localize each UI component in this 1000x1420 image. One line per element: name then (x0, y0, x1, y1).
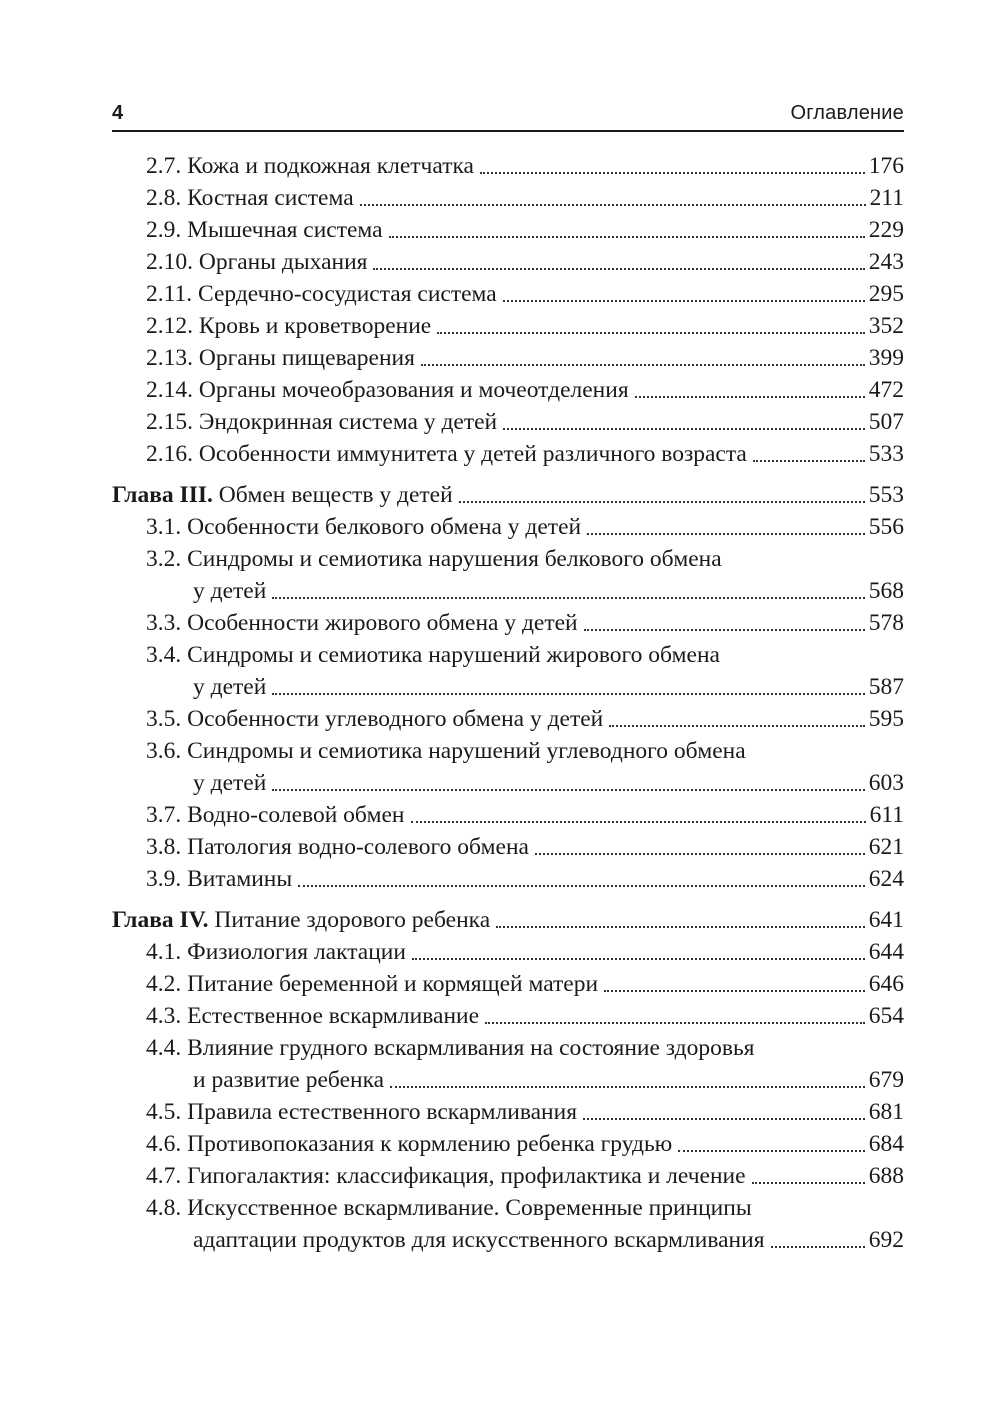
chapter-title (112, 479, 453, 511)
page-ref: 646 (868, 971, 904, 997)
dot-leader (485, 1021, 865, 1024)
toc-chapter-entry[interactable] (112, 479, 904, 511)
dot-leader (272, 788, 864, 791)
toc-section-entry[interactable] (112, 342, 904, 374)
section-title-line (146, 182, 354, 214)
toc-section-entry[interactable] (112, 214, 904, 246)
section-title: Особенности иммунитета у детей различного возраста (198, 441, 747, 467)
toc-section-entry[interactable] (112, 511, 904, 543)
section-number: 4.3. (146, 1003, 182, 1029)
section-title: Водно-солевой обмен (187, 802, 405, 828)
dot-leader (678, 1149, 865, 1152)
section-title: Гипогалактия: классификация, профилактика и лечение (187, 1163, 746, 1189)
section-title-line (146, 831, 529, 863)
section-title-cont: у детей (193, 674, 267, 700)
section-title: Сердечно-сосудистая система (198, 281, 497, 307)
page-ref: 654 (868, 1003, 904, 1029)
section-title-line (146, 1160, 746, 1192)
page-ref: 684 (868, 1131, 904, 1157)
page-number: 4 (112, 102, 124, 124)
dot-leader (535, 852, 865, 855)
toc-section-entry[interactable] (112, 1032, 904, 1096)
dot-leader (583, 1117, 865, 1120)
section-title-line (146, 150, 474, 182)
section-title-line (146, 607, 578, 639)
section-number: 3.7. (146, 802, 182, 828)
section-title: Кровь и кроветворение (198, 313, 432, 339)
section-number: 3.2. (146, 546, 182, 572)
page-ref: 507 (868, 409, 904, 435)
chapter-label: Глава III. (112, 482, 213, 508)
toc-section-entry[interactable] (112, 150, 904, 182)
section-title: Искусственное вскармливание. Современные принципы (187, 1195, 752, 1221)
section-title: Витамины (187, 866, 293, 892)
section-number: 3.8. (146, 834, 182, 860)
section-title: Правила естественного вскармливания (187, 1099, 578, 1125)
section-title-line (146, 703, 603, 735)
section-number: 3.6. (146, 738, 182, 764)
section-number: 4.7. (146, 1163, 182, 1189)
dot-leader (390, 1085, 865, 1088)
running-header (112, 100, 904, 132)
section-number: 4.5. (146, 1099, 182, 1125)
section-title: Физиология лактации (187, 939, 406, 965)
section-number: 4.1. (146, 939, 182, 965)
section-number: 2.15. (146, 409, 193, 435)
section-title: Эндокринная система у детей (198, 409, 498, 435)
dot-leader (771, 1245, 865, 1248)
toc-section-entry[interactable] (112, 936, 904, 968)
page-ref: 681 (868, 1099, 904, 1125)
section-title-continuation (146, 767, 904, 799)
toc-section-entry[interactable] (112, 968, 904, 1000)
section-number: 4.4. (146, 1035, 182, 1061)
section-title: Питание беременной и кормящей матери (187, 971, 599, 997)
section-number: 2.11. (146, 281, 193, 307)
toc-section-entry[interactable] (112, 703, 904, 735)
dot-leader (752, 1181, 865, 1184)
toc-section-entry[interactable] (112, 543, 904, 607)
page-ref: 688 (868, 1163, 904, 1189)
section-title-line (146, 936, 406, 968)
section-title-line (146, 310, 431, 342)
section-title-continuation (146, 1064, 904, 1096)
page-ref: 568 (868, 578, 904, 604)
dot-leader (437, 331, 865, 334)
chapter-label: Глава IV. (112, 907, 209, 933)
page-ref: 556 (868, 514, 904, 540)
section-title-continuation (146, 575, 904, 607)
page-ref: 553 (868, 482, 904, 508)
toc-section-entry[interactable] (112, 438, 904, 470)
chapter-title (112, 904, 490, 936)
dot-leader (412, 957, 865, 960)
section-title-line (146, 438, 747, 470)
toc-section-entry[interactable] (112, 1192, 904, 1256)
dot-leader (459, 500, 865, 503)
section-title-cont: у детей (193, 770, 267, 796)
dot-leader (480, 171, 865, 174)
section-number: 2.13. (146, 345, 193, 371)
dot-leader (609, 724, 864, 727)
dot-leader (298, 884, 865, 887)
section-title-line (146, 342, 415, 374)
toc-section-entry[interactable] (112, 374, 904, 406)
section-title-line (146, 1192, 904, 1224)
section-number: 3.1. (146, 514, 182, 540)
running-title: Оглавление (790, 102, 904, 124)
section-title-cont: адаптации продуктов для искусственного вскармливания (193, 1227, 765, 1253)
table-of-contents (112, 150, 904, 1256)
section-title-cont: и развитие ребенка (193, 1067, 385, 1093)
section-number: 3.3. (146, 610, 182, 636)
page-ref: 679 (868, 1067, 904, 1093)
section-title: Синдромы и семиотика нарушений жирового обмена (187, 642, 720, 668)
section-title-line (146, 406, 497, 438)
section-title: Естественное вскармливание (187, 1003, 480, 1029)
section-title-line (146, 735, 904, 767)
section-title: Особенности жирового обмена у детей (187, 610, 578, 636)
toc-section-entry[interactable] (112, 246, 904, 278)
section-number: 2.12. (146, 313, 193, 339)
dot-leader (272, 596, 864, 599)
section-title: Синдромы и семиотика нарушения белкового обмена (187, 546, 722, 572)
toc-section-entry[interactable] (112, 639, 904, 703)
section-title-cont: у детей (193, 578, 267, 604)
section-title-line (146, 511, 581, 543)
page-ref: 611 (869, 802, 904, 828)
section-title: Особенности углеводного обмена у детей (187, 706, 604, 732)
section-title: Кожа и подкожная клетчатка (187, 153, 474, 179)
page-ref: 176 (868, 153, 904, 179)
toc-section-entry[interactable] (112, 406, 904, 438)
section-number: 2.8. (146, 185, 182, 211)
page-ref: 211 (869, 185, 904, 211)
section-number: 2.16. (146, 441, 193, 467)
toc-section-entry[interactable] (112, 863, 904, 895)
section-number: 3.5. (146, 706, 182, 732)
page-ref: 295 (868, 281, 904, 307)
section-title-line (146, 1000, 479, 1032)
page-ref: 472 (868, 377, 904, 403)
page-ref: 352 (868, 313, 904, 339)
chapter-text: Обмен веществ у детей (218, 482, 453, 508)
section-title-line (146, 374, 629, 406)
section-title-continuation (146, 671, 904, 703)
toc-section-entry[interactable] (112, 831, 904, 863)
dot-leader (604, 989, 865, 992)
chapter-text: Питание здорового ребенка (214, 907, 491, 933)
page-ref: 229 (868, 217, 904, 243)
page-ref: 578 (868, 610, 904, 636)
dot-leader (272, 692, 864, 695)
section-title: Синдромы и семиотика нарушений углеводного обмена (187, 738, 746, 764)
dot-leader (753, 459, 865, 462)
toc-section-entry[interactable] (112, 1160, 904, 1192)
dot-leader (503, 299, 865, 302)
page-ref: 603 (868, 770, 904, 796)
toc-section-entry[interactable] (112, 310, 904, 342)
section-title-line (146, 214, 383, 246)
section-number: 2.10. (146, 249, 193, 275)
toc-section-entry[interactable] (112, 1128, 904, 1160)
section-title: Мышечная система (187, 217, 383, 243)
section-title: Органы дыхания (198, 249, 368, 275)
dot-leader (584, 628, 865, 631)
toc-chapter-entry[interactable] (112, 904, 904, 936)
page-ref: 595 (868, 706, 904, 732)
dot-leader (373, 267, 864, 270)
section-title-line (146, 543, 904, 575)
section-title-line (146, 639, 904, 671)
toc-section-entry[interactable] (112, 1000, 904, 1032)
page-ref: 644 (868, 939, 904, 965)
section-title: Патология водно-солевого обмена (187, 834, 529, 860)
section-number: 2.7. (146, 153, 182, 179)
toc-section-entry[interactable] (112, 799, 904, 831)
section-title-continuation (146, 1224, 904, 1256)
page-ref: 243 (868, 249, 904, 275)
dot-leader (635, 395, 865, 398)
toc-section-entry[interactable] (112, 182, 904, 214)
section-number: 4.8. (146, 1195, 182, 1221)
section-title-line (146, 246, 367, 278)
section-title-line (146, 799, 405, 831)
section-title-line (146, 1128, 672, 1160)
page-ref: 399 (868, 345, 904, 371)
toc-section-entry[interactable] (112, 607, 904, 639)
page-ref: 692 (868, 1227, 904, 1253)
page-ref: 621 (868, 834, 904, 860)
section-title-line (146, 968, 598, 1000)
dot-leader (360, 203, 866, 206)
dot-leader (389, 235, 865, 238)
section-title-line (146, 278, 497, 310)
dot-leader (503, 427, 865, 430)
section-number: 4.2. (146, 971, 182, 997)
page-ref: 533 (868, 441, 904, 467)
section-title: Органы мочеобразования и мочеотделения (198, 377, 629, 403)
section-title: Влияние грудного вскармливания на состояние здоровья (187, 1035, 755, 1061)
section-title-line (146, 1096, 577, 1128)
section-number: 4.6. (146, 1131, 182, 1157)
section-number: 3.9. (146, 866, 182, 892)
section-number: 3.4. (146, 642, 182, 668)
section-title: Костная система (187, 185, 354, 211)
toc-section-entry[interactable] (112, 1096, 904, 1128)
dot-leader (496, 925, 865, 928)
page-ref: 587 (868, 674, 904, 700)
page-ref: 641 (868, 907, 904, 933)
page-ref: 624 (868, 866, 904, 892)
section-title: Особенности белкового обмена у детей (187, 514, 582, 540)
section-number: 2.9. (146, 217, 182, 243)
dot-leader (411, 820, 866, 823)
section-number: 2.14. (146, 377, 193, 403)
dot-leader (587, 532, 865, 535)
dot-leader (421, 363, 865, 366)
toc-section-entry[interactable] (112, 735, 904, 799)
toc-section-entry[interactable] (112, 278, 904, 310)
section-title: Противопоказания к кормлению ребенка грудью (187, 1131, 673, 1157)
section-title: Органы пищеварения (198, 345, 415, 371)
section-title-line (146, 863, 292, 895)
section-title-line (146, 1032, 904, 1064)
